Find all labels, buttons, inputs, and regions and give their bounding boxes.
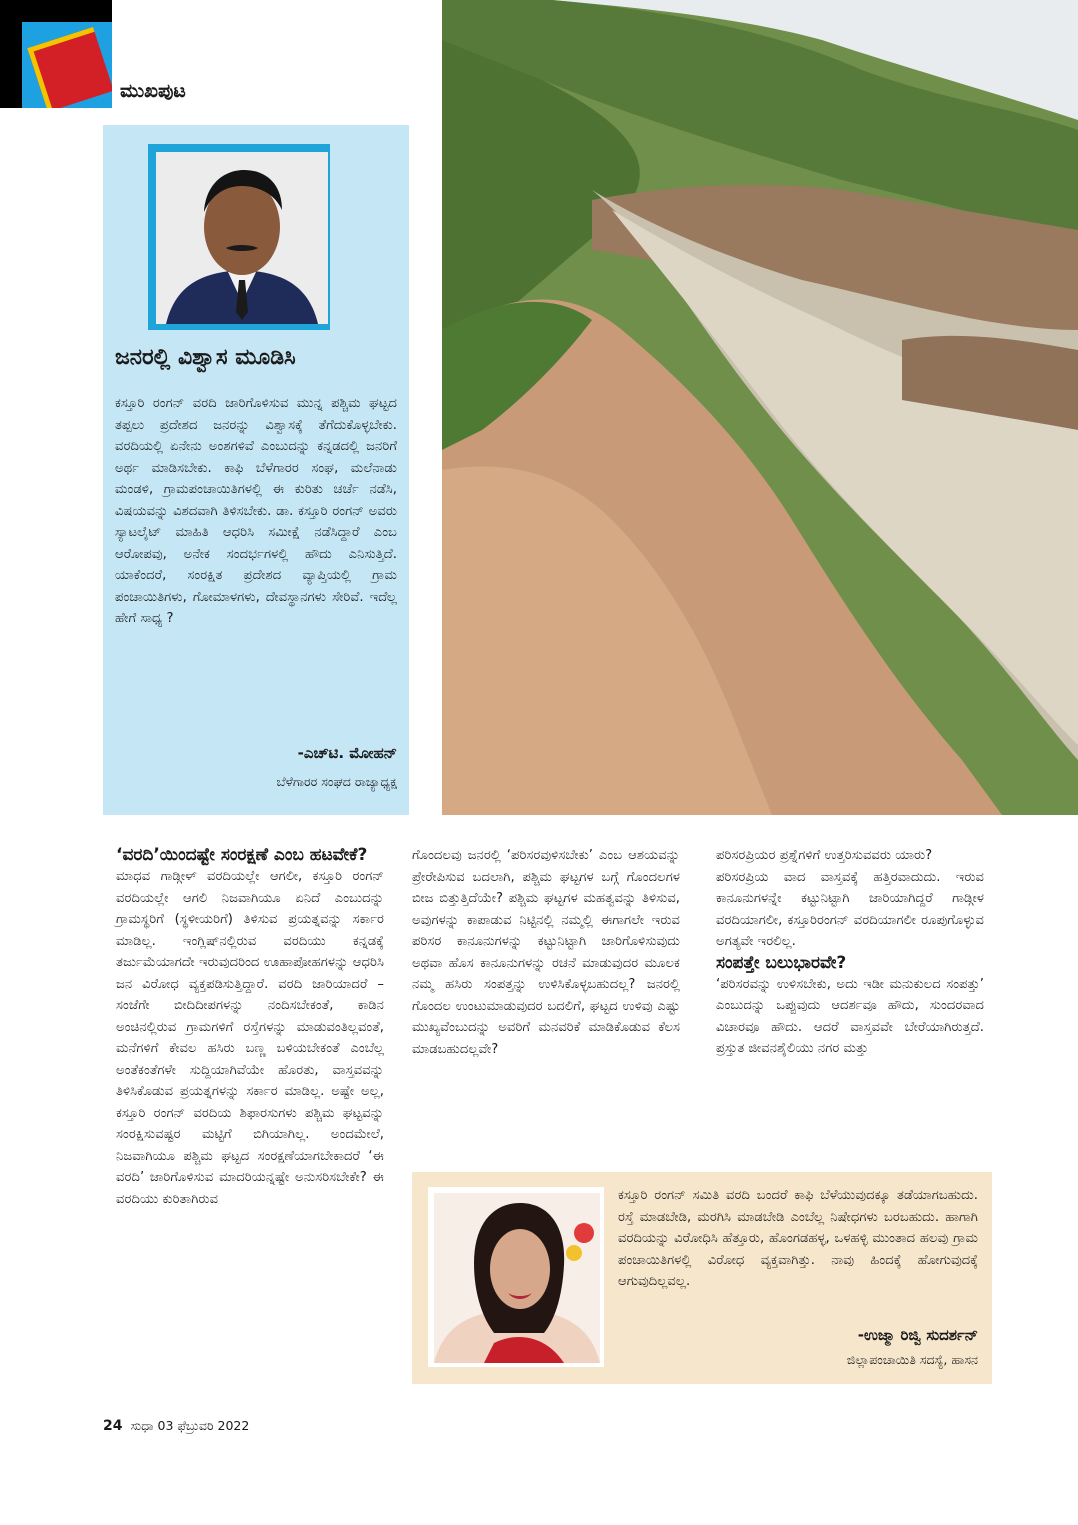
- paragraph: ಗೊಂದಲವು ಜನರಲ್ಲಿ ‘ಪರಿಸರವುಳಿಸಬೇಕು’ ಎಂಬ ಆಶಯವನ್ನು ಪ್ರೇರೇಪಿಸುವ ಬದಲಾಗಿ, ಪಶ್ಚಿಮ ಘಟ್ಟಗಳ ಬಗ್ಗೆ ಗೊಂದಲಗಳ ಬೀಜ ಬಿತ್ತುತ್ತಿದೆಯೇ? ಪಶ್ಚಿಮ ಘಟ್ಟಗಳ ಮಹತ್ವವನ್ನು ತಿಳಿಸುವ, ಅವುಗಳನ್ನು ಕಾಪಾಡುವ ನಿಟ್ಟಿನಲ್ಲಿ ನಮ್ಮಲ್ಲಿ ಈಗಾಗಲೇ ಇರುವ ಪರಿಸರ ಕಾನೂನುಗಳನ್ನು ಕಟ್ಟುನಿಟ್ಟಾಗಿ ಜಾರಿಗೊಳಿಸುವುದು ಅಥವಾ ಹೊಸ ಕಾನೂನುಗಳನ್ನು ರಚನೆ ಮಾಡುವುದರ ಮೂಲಕ ನಮ್ಮ ಹಸಿರು ಸಂಪತ್ತನ್ನು ಉಳಿಸಿಕೊಳ್ಳಬಹುದಲ್ಲ? ಜನರಲ್ಲಿ ಗೊಂದಲ ಉಂಟುಮಾಡುವುದರ ಬದಲಿಗೆ, ಘಟ್ಟದ ಉಳಿವು ಎಷ್ಟು ಮುಖ್ಯವೆಂಬುದನ್ನು ಅವರಿಗೆ ಮನವರಿಕೆ ಮಾಡಿಕೊಡುವ ಕೆಲಸ ಮಾಡಬಹುದಲ್ಲವೇ?: [412, 848, 680, 1057]
- paragraph: ‘ಪರಿಸರವನ್ನು ಉಳಿಸಬೇಕು, ಅದು ಇಡೀ ಮನುಕುಲದ ಸಂಪತ್ತು’ ಎಂಬುದನ್ನು ಒಪ್ಪುವುದು ಆದರ್ಶವೂ ಹೌದು, ಸುಂದರವಾದ ವಿಚಾರವೂ ಹೌದು. ಆದರೆ ವಾಸ್ತವವೇ ಬೇರೆಯಾಗಿರುತ್ತದೆ. ಪ್ರಸ್ತುತ ಜೀವನಶೈಲಿಯು ನಗರ ಮತ್ತು: [716, 976, 984, 1056]
- paragraph: ಮಾಧವ ಗಾಡ್ಗೀಳ್ ವರದಿಯಲ್ಲೇ ಆಗಲೀ, ಕಸ್ತೂರಿ ರಂಗನ್ ವರದಿಯಲ್ಲೇ ಆಗಲಿ ನಿಜವಾಗಿಯೂ ಏನಿದೆ ಎಂಬುದನ್ನು ಗ್ರಾಮಸ್ಥರಿಗೆ (ಸ್ಥಳೀಯರಿಗೆ) ತಿಳಿಸುವ ಪ್ರಯತ್ನವನ್ನು ಸರ್ಕಾರ ಮಾಡಿಲ್ಲ. ಇಂಗ್ಲಿಷ್‌ನಲ್ಲಿರುವ ವರದಿಯು ಕನ್ನಡಕ್ಕೆ ತರ್ಜುಮೆಯಾಗದೇ ಇರುವುದರಿಂದ ಊಹಾಪೋಹಗಳನ್ನು ಆಧರಿಸಿ ಜನ ವಿರೋಧ ವ್ಯಕ್ತಪಡಿಸುತ್ತಿದ್ದಾರೆ. ವರದಿ ಜಾರಿಯಾದರೆ – ಸಂಜೆಗೇ ಬೀದಿದೀಪಗಳನ್ನು ನಂದಿಸಬೇಕಂತೆ, ಕಾಡಿನ ಅಂಚಿನಲ್ಲಿರುವ ಗ್ರಾಮಗಳಿಗೆ ರಸ್ತೆಗಳನ್ನು ಮಾಡುವಂತಿಲ್ಲವಂತೆ, ಮನೆಗಳಿಗೆ ಕೇವಲ ಹಸಿರು ಬಣ್ಣ ಬಳಿಯಬೇಕಂತೆ ಎಂಬೆಲ್ಲ ಅಂತೆಕಂತೆಗಳೇ ಸುದ್ದಿಯಾಗಿವೆಯೇ ಹೊರತು, ವಾಸ್ತವವನ್ನು ತಿಳಿಸಿಕೊಡುವ ಪ್ರಯತ್ನಗಳನ್ನು ಸರ್ಕಾರ ಮಾಡಿಲ್ಲ. ಅಷ್ಟೇ ಅಲ್ಲ, ಕಸ್ತೂರಿ ರಂಗನ್ ವರದಿಯ ಶಿಫಾರಸುಗಳು ಪಶ್ಚಿಮ ಘಟ್ಟವನ್ನು ಸಂರಕ್ಷಿಸುವಷ್ಟರ ಮಟ್ಟಿಗೆ ಬಿಗಿಯಾಗಿಲ್ಲ. ಅಂದಮೇಲೆ, ನಿಜವಾಗಿಯೂ ಪಶ್ಚಿಮ ಘಟ್ಟದ ಸಂರಕ್ಷಣೆಯಾಗಬೇಕಾದರೆ ‘ಈ ವರದಿ’ ಜಾರಿಗೊಳಿಸುವ ಮಾದರಿಯನ್ನಷ್ಟೇ ಅನುಸರಿಸಬೇಕೇ? ಈ ವರದಿಯು ಕುರಿತಾಗಿರುವ: [116, 869, 384, 1207]
- paragraph: ಪರಿಸರಪ್ರಿಯರ ಪ್ರಶ್ನೆಗಳಿಗೆ ಉತ್ತರಿಸುವವರು ಯಾರು?: [716, 848, 933, 863]
- article-column-1: [116, 845, 384, 1210]
- page-footer: [103, 1418, 249, 1434]
- article-column-3: [716, 845, 984, 1060]
- inset-text: ಕಸ್ತೂರಿ ರಂಗನ್ ಸಮಿತಿ ವರದಿ ಬಂದರೆ ಕಾಫಿ ಬೆಳೆಯುವುದಕ್ಕೂ ತಡೆಯಾಗಬಹುದು. ರಸ್ತೆ ಮಾಡಬೇಡಿ, ಮರಗಿಸಿ ಮಾಡಬೇಡಿ ಎಂಬೆಲ್ಲ ನಿಷೇಧಗಳು ಬರಬಹುದು. ಹಾಗಾಗಿ ವರದಿಯನ್ನು ವಿರೋಧಿಸಿ ಹೆತ್ತೂರು, ಹೊಂಗಡಹಳ್ಳ, ಒಳಹಳ್ಳಿ ಮುಂತಾದ ಹಲವು ಗ್ರಾಮ ಪಂಚಾಯಿತಿಗಳಲ್ಲಿ ವಿರೋಧ ವ್ಯಕ್ತವಾಗಿತ್ತು. ನಾವು ಹಿಂದಕ್ಕೆ ಹೋಗುವುದಕ್ಕೆ ಆಗುವುದಿಲ್ಲವಲ್ಲ.: [618, 1188, 978, 1289]
- quote-author: -ಎಚ್‌ಟಿ. ಮೋಹನ್: [297, 744, 397, 762]
- quote-heading: ಜನರಲ್ಲಿ ವಿಶ್ವಾಸ ಮೂಡಿಸಿ: [115, 345, 296, 370]
- inset-author: -ಉಜ್ಮಾ ರಿಜ್ವಿ ಸುದರ್ಶನ್: [857, 1326, 978, 1344]
- inset-role: ಜಿಲ್ಲಾಪಂಚಾಯಿತಿ ಸದಸ್ಯೆ, ಹಾಸನ: [846, 1352, 978, 1367]
- ht-mohan-portrait: [156, 152, 328, 324]
- quote-text: ಕಸ್ತೂರಿ ರಂಗನ್ ವರದಿ ಜಾರಿಗೊಳಿಸುವ ಮುನ್ನ ಪಶ್ಚಿಮ ಘಟ್ಟದ ತಪ್ಪಲು ಪ್ರದೇಶದ ಜನರನ್ನು ವಿಶ್ವಾಸಕ್ಕೆ ತೆಗೆದುಕೊಳ್ಳಬೇಕು. ವರದಿಯಲ್ಲಿ ಏನೇನು ಅಂಶಗಳಿವೆ ಎಂಬುದನ್ನು ಕನ್ನಡದಲ್ಲಿ ಜನರಿಗೆ ಅರ್ಥ ಮಾಡಿಸಬೇಕು. ಕಾಫಿ ಬೆಳೆಗಾರರ ಸಂಘ, ಮಲೆನಾಡು ಮಂಡಳಿ, ಗ್ರಾಮಪಂಚಾಯಿತಿಗಳಲ್ಲಿ ಈ ಕುರಿತು ಚರ್ಚೆ ನಡೆಸಿ, ವಿಷಯವನ್ನು ವಿಶದವಾಗಿ ತಿಳಿಸಬೇಕು. ಡಾ. ಕಸ್ತೂರಿ ರಂಗನ್ ಅವರು ಸ್ಯಾಟಲೈಟ್ ಮಾಹಿತಿ ಆಧರಿಸಿ ಸಮೀಕ್ಷೆ ನಡೆಸಿದ್ದಾರೆ ಎಂಬ ಆರೋಪವು, ಅನೇಕ ಸಂದರ್ಭಗಳಲ್ಲಿ ಹೌದು ಎನಿಸುತ್ತಿದೆ. ಯಾಕೆಂದರೆ, ಸಂರಕ್ಷಿತ ಪ್ರದೇಶದ ವ್ಯಾಪ್ತಿಯಲ್ಲಿ ಗ್ರಾಮ ಪಂಚಾಯಿತಿಗಳು, ಗೋಮಾಳಗಳು, ದೇವಸ್ಥಾನಗಳು ಸೇರಿವೆ. ಇದೆಲ್ಲ ಹೇಗೆ ಸಾಧ್ಯ ?: [115, 396, 397, 626]
- quote-role: ಬೆಳೆಗಾರರ ಸಂಘದ ರಾಜ್ಯಾಧ್ಯಕ್ಷ: [276, 774, 397, 789]
- page-number: 24: [103, 1418, 123, 1434]
- issue-date: ಸುಧಾ 03 ಫೆಬ್ರುವರಿ 2022: [130, 1418, 250, 1433]
- section-label: ಮುಖಪುಟ: [120, 80, 186, 102]
- subheading-wealth: ಸಂಪತ್ತೇ ಬಲುಭಾರವೇ?: [716, 952, 847, 973]
- article-column-2: [412, 845, 680, 1060]
- river-landscape-photo: [442, 0, 1078, 815]
- uzma-rizvi-portrait: [434, 1193, 600, 1363]
- magazine-logo: [0, 0, 112, 108]
- paragraph: ಪರಿಸರಪ್ರಿಯ ವಾದ ವಾಸ್ತವಕ್ಕೆ ಹತ್ತಿರವಾದುದು. ಇರುವ ಕಾನೂನುಗಳನ್ನೇ ಕಟ್ಟುನಿಟ್ಟಾಗಿ ಜಾರಿಯಾಗಿದ್ದರೆ ಗಾಡ್ಗೀಳ ವರದಿಯಾಗಲೀ, ಕಸ್ತೂರಿರಂಗನ್ ವರದಿಯಾಗಲೀ ರೂಪುಗೊಳ್ಳುವ ಅಗತ್ಯವೇ ಇರಲಿಲ್ಲ.: [716, 869, 984, 949]
- subheading-protection: ‘ವರದಿ’ಯಿಂದಷ್ಟೇ ಸಂರಕ್ಷಣೆ ಎಂಬ ಹಟವೇಕೆ?: [116, 845, 368, 865]
